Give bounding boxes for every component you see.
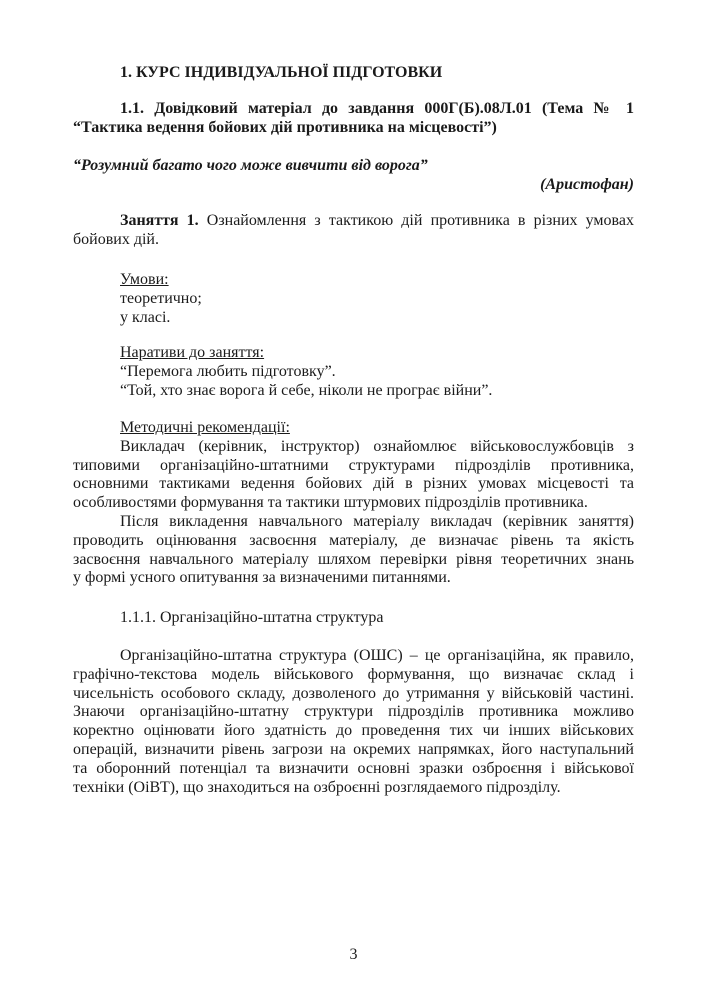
heading-line: 1.1. Довідковий матеріал до завдання 000Г(Б).08Л.01 (Тема № 1 <box>120 100 634 117</box>
epigraph-quote: “Розумний багато чого може вивчити від ворога” <box>73 157 428 174</box>
narratives-heading: Наративи до заняття: <box>120 344 265 361</box>
condition-item: у класі. <box>120 308 171 326</box>
methodical-heading: Методичні рекомендації: <box>120 419 290 436</box>
paragraph-line: та оборонний потенціал та визначити основні зразки озброєння і військової <box>73 759 634 777</box>
ohs-paragraph <box>73 647 634 797</box>
paragraph-line: Організаційно-штатна структура (ОШС) – це організаційна, як правило, <box>120 647 634 664</box>
paragraph-line: у формі усного опитування за визначеними питаннями. <box>73 569 451 587</box>
section-heading <box>73 100 634 138</box>
conditions <box>120 271 634 327</box>
narratives <box>120 344 634 400</box>
subsection-heading: 1.1.1. Організаційно-штатна структура <box>120 609 384 626</box>
paragraph-line: Знаючи організаційно-штатну структури підрозділів противника можливо <box>73 703 634 721</box>
paragraph-line: основними тактиками ведення бойових дій в різних умовах місцевості та <box>73 475 634 493</box>
paragraph-line: типовими організаційно-штатними структурами підрозділів противника, <box>73 456 634 474</box>
narrative-item: “Той, хто знає ворога й себе, ніколи не програє війни”. <box>120 381 493 399</box>
paragraph-line: чисельність особового складу, дозволеного до утримання у військовій частині. <box>73 684 634 702</box>
heading-line: “Тактика ведення бойових дій противника на місцевості”) <box>73 118 497 136</box>
paragraph-line: техніки (ОіВТ), що знаходиться на озброєнні розглядаемого підрозділу. <box>73 778 561 796</box>
lesson-description <box>73 212 634 250</box>
paragraph-line: засвоєння навчального матеріалу шляхом перевірки рівня теоретичних знань <box>73 550 634 568</box>
paragraph-line: Викладач (керівник, інструктор) ознайомлює військовослужбовців з <box>120 437 634 455</box>
narrative-item: “Перемога любить підготовку”. <box>120 362 336 380</box>
paragraph-line: особливостями формування та тактики штурмових підрозділів противника. <box>73 494 588 512</box>
lesson-label: Заняття 1. <box>120 212 199 229</box>
paragraph-line: проводить оцінювання засвоєння матеріалу, де визначає рівень та якість <box>73 531 634 549</box>
condition-item: теоретично; <box>120 289 202 307</box>
page-number: 3 <box>349 946 358 963</box>
epigraph-author: (Аристофан) <box>540 176 634 193</box>
methodical-recommendations <box>73 419 634 588</box>
conditions-heading: Умови: <box>120 271 169 288</box>
lesson-text: бойових дій. <box>73 230 159 248</box>
document-title: 1. КУРС ІНДИВІДУАЛЬНОЇ ПІДГОТОВКИ <box>120 64 443 81</box>
paragraph-line: Після викладення навчального матеріалу викладач (керівник заняття) <box>120 512 634 530</box>
paragraph-line: графічно-текстова модель військового формування, що визначає склад і <box>73 665 634 683</box>
paragraph-line: коректно оцінювати його здатність до проведення тих чи інших військових <box>73 722 634 740</box>
lesson-text: Ознайомлення з тактикою дій противника в різних умовах <box>198 212 634 229</box>
paragraph-line: операцій, визначити рівень загрози на окремих напрямках, його наступальний <box>73 740 634 758</box>
